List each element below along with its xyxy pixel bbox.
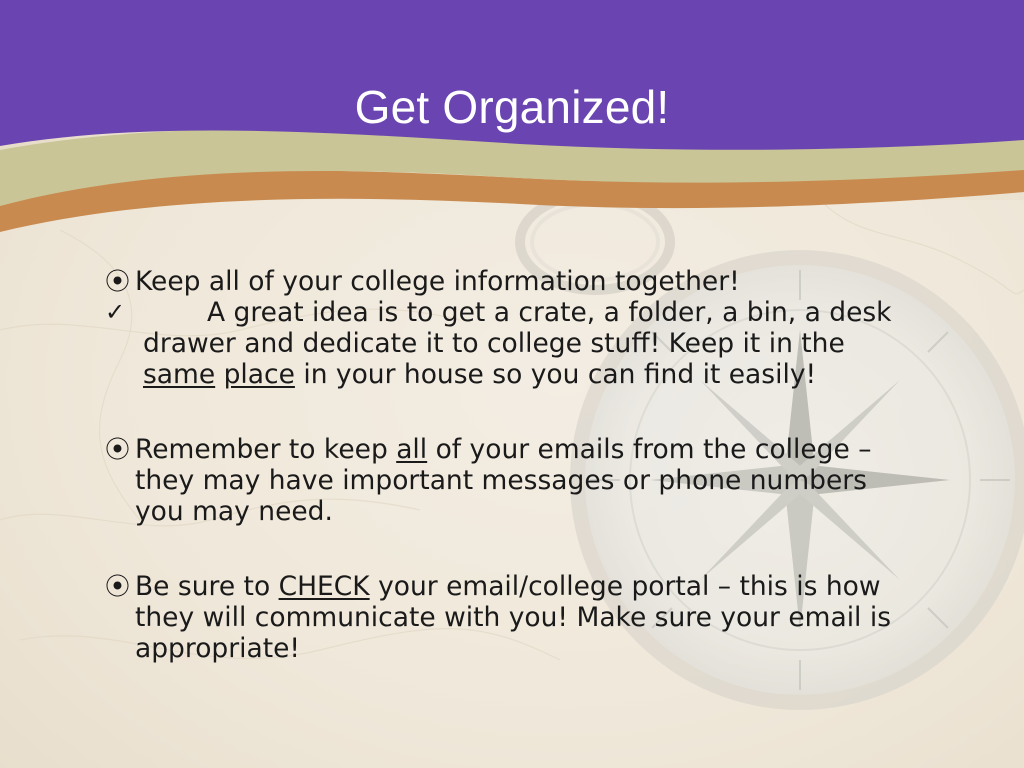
underlined-text: place xyxy=(223,359,295,390)
checkmark-icon: ✓ xyxy=(105,298,126,326)
bullet-line: appropriate! xyxy=(135,633,301,664)
slide-title: Get Organized! xyxy=(354,81,670,133)
sub-bullet-item xyxy=(105,297,945,390)
bullet-line xyxy=(135,434,945,465)
spacer xyxy=(105,390,945,434)
spacer xyxy=(105,527,945,571)
bullet-line xyxy=(135,571,945,602)
underlined-text: all xyxy=(396,434,428,465)
bullet-text: of your emails from the college – xyxy=(427,434,872,465)
bullet-line: they may have important messages or phone numbers xyxy=(135,465,867,496)
sub-bullet-line: drawer and dedicate it to college stuff! Keep it in the xyxy=(143,328,845,359)
space-text xyxy=(215,359,223,390)
bullet-line: you may need. xyxy=(135,496,333,527)
sub-bullet-line: A great idea is to get a crate, a folder, a bin, a desk xyxy=(207,297,892,328)
bullet-item xyxy=(105,266,945,297)
target-bullet-icon: ⦿ xyxy=(105,267,131,296)
underlined-text: same xyxy=(143,359,216,390)
underlined-text: CHECK xyxy=(278,571,370,602)
target-bullet-icon: ⦿ xyxy=(105,435,131,464)
bullet-line: they will communicate with you! Make sure your email is xyxy=(135,602,892,633)
bullet-text: Remember to keep xyxy=(135,434,397,465)
target-bullet-icon: ⦿ xyxy=(105,572,131,601)
bullet-text: Keep all of your college information together! xyxy=(135,266,740,297)
bullet-item xyxy=(105,434,945,527)
bullet-item xyxy=(105,571,945,664)
sub-bullet-line xyxy=(143,359,945,390)
sub-bullet-text: in your house so you can find it easily! xyxy=(294,359,817,390)
slide-content xyxy=(105,266,945,664)
bullet-text: your email/college portal – this is how xyxy=(369,571,881,602)
bullet-text: Be sure to xyxy=(135,571,279,602)
